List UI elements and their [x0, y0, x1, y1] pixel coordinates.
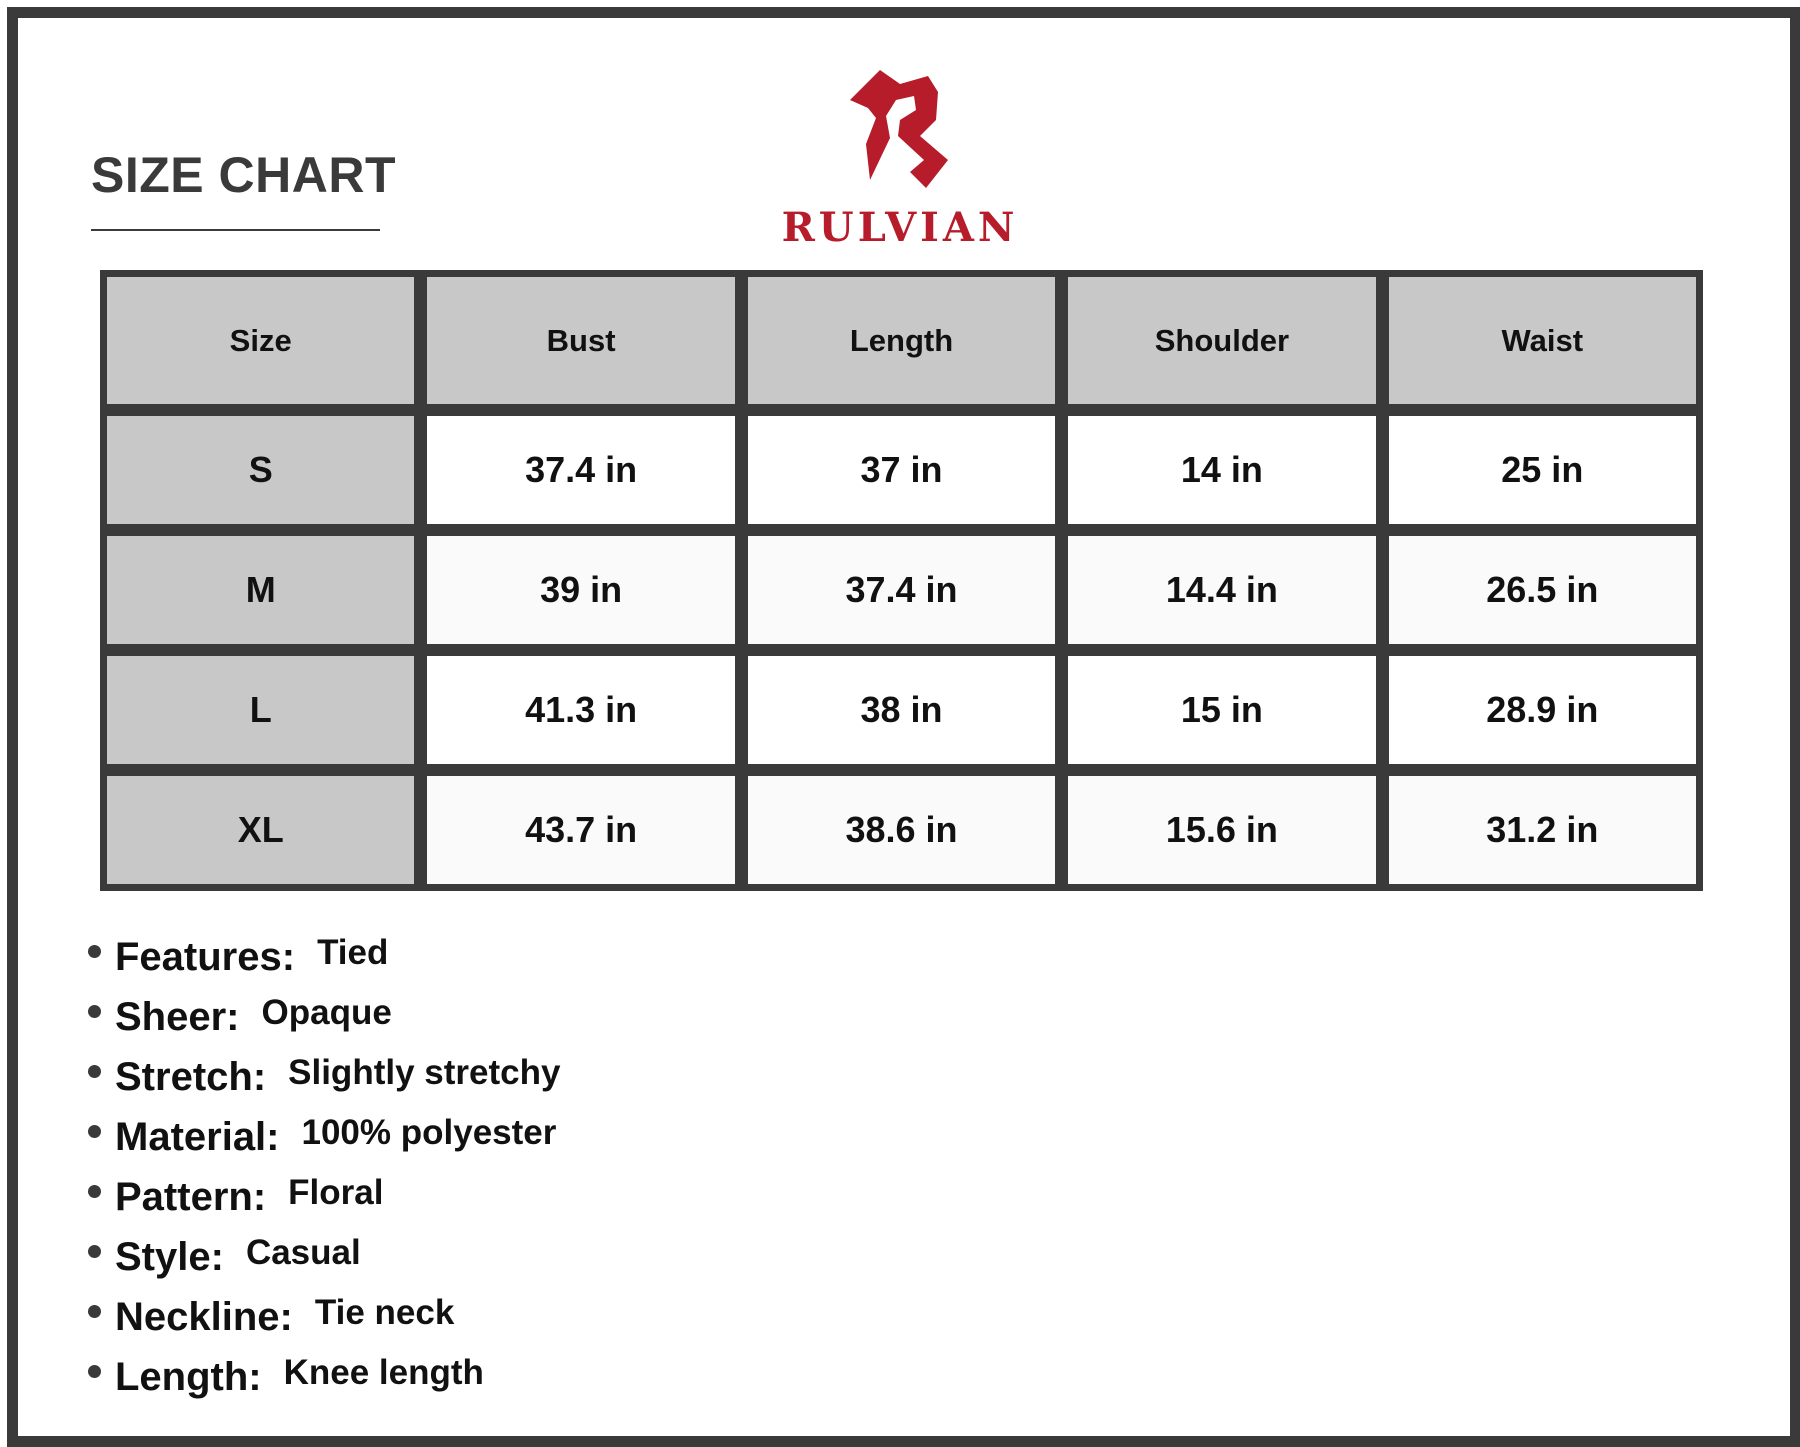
feature-label: Stretch: [115, 1055, 267, 1099]
feature-label: Material: [115, 1115, 280, 1159]
column-header: Shoulder [1068, 277, 1375, 404]
bullet-icon [88, 1185, 101, 1198]
measurement-cell: 14.4 in [1068, 536, 1375, 644]
page-title: SIZE CHART [91, 147, 396, 203]
feature-item [88, 1295, 560, 1355]
feature-label: Features: [115, 935, 296, 979]
feature-item [88, 1055, 560, 1115]
feature-value: Tied [317, 933, 389, 972]
measurement-cell: 38.6 in [748, 776, 1055, 884]
measurement-cell: 43.7 in [427, 776, 734, 884]
feature-label: Neckline: [115, 1295, 293, 1339]
column-header: Waist [1389, 277, 1696, 404]
feature-item [88, 995, 560, 1055]
feature-value: 100% polyester [301, 1113, 557, 1152]
measurement-cell: 38 in [748, 656, 1055, 764]
measurement-cell: 14 in [1068, 416, 1375, 524]
bullet-icon [88, 1005, 101, 1018]
measurement-cell: 39 in [427, 536, 734, 644]
bullet-icon [88, 1305, 101, 1318]
feature-label: Sheer: [115, 995, 240, 1039]
feature-item [88, 935, 560, 995]
size-label-cell: M [107, 536, 414, 644]
size-chart-table [100, 270, 1703, 891]
size-label-cell: S [107, 416, 414, 524]
feature-value: Casual [245, 1233, 361, 1272]
title-underline [91, 229, 380, 231]
measurement-cell: 25 in [1389, 416, 1696, 524]
bullet-icon [88, 1065, 101, 1078]
measurement-cell: 37 in [748, 416, 1055, 524]
measurement-cell: 41.3 in [427, 656, 734, 764]
feature-label: Length: [115, 1355, 262, 1399]
measurement-cell: 37.4 in [427, 416, 734, 524]
feature-item [88, 1175, 560, 1235]
feature-item [88, 1115, 560, 1175]
feature-value: Tie neck [314, 1293, 455, 1332]
size-label-cell: L [107, 656, 414, 764]
measurement-cell: 15 in [1068, 656, 1375, 764]
brand-r-icon [840, 62, 960, 197]
feature-item [88, 1235, 560, 1295]
bullet-icon [88, 1365, 101, 1378]
feature-item [88, 1355, 560, 1415]
feature-label: Pattern: [115, 1175, 267, 1219]
bullet-icon [88, 945, 101, 958]
feature-value: Opaque [261, 993, 392, 1032]
size-label-cell: XL [107, 776, 414, 884]
measurement-cell: 31.2 in [1389, 776, 1696, 884]
measurement-cell: 15.6 in [1068, 776, 1375, 884]
brand-name: RULVIAN [781, 204, 1019, 251]
feature-value: Knee length [283, 1353, 484, 1392]
column-header: Size [107, 277, 414, 404]
feature-list [88, 935, 560, 1415]
measurement-cell: 28.9 in [1389, 656, 1696, 764]
bullet-icon [88, 1245, 101, 1258]
measurement-cell: 26.5 in [1389, 536, 1696, 644]
column-header: Length [748, 277, 1055, 404]
feature-value: Slightly stretchy [288, 1053, 561, 1092]
feature-label: Style: [115, 1235, 224, 1279]
brand-logo [780, 62, 1020, 252]
feature-value: Floral [288, 1173, 384, 1212]
bullet-icon [88, 1125, 101, 1138]
measurement-cell: 37.4 in [748, 536, 1055, 644]
column-header: Bust [427, 277, 734, 404]
